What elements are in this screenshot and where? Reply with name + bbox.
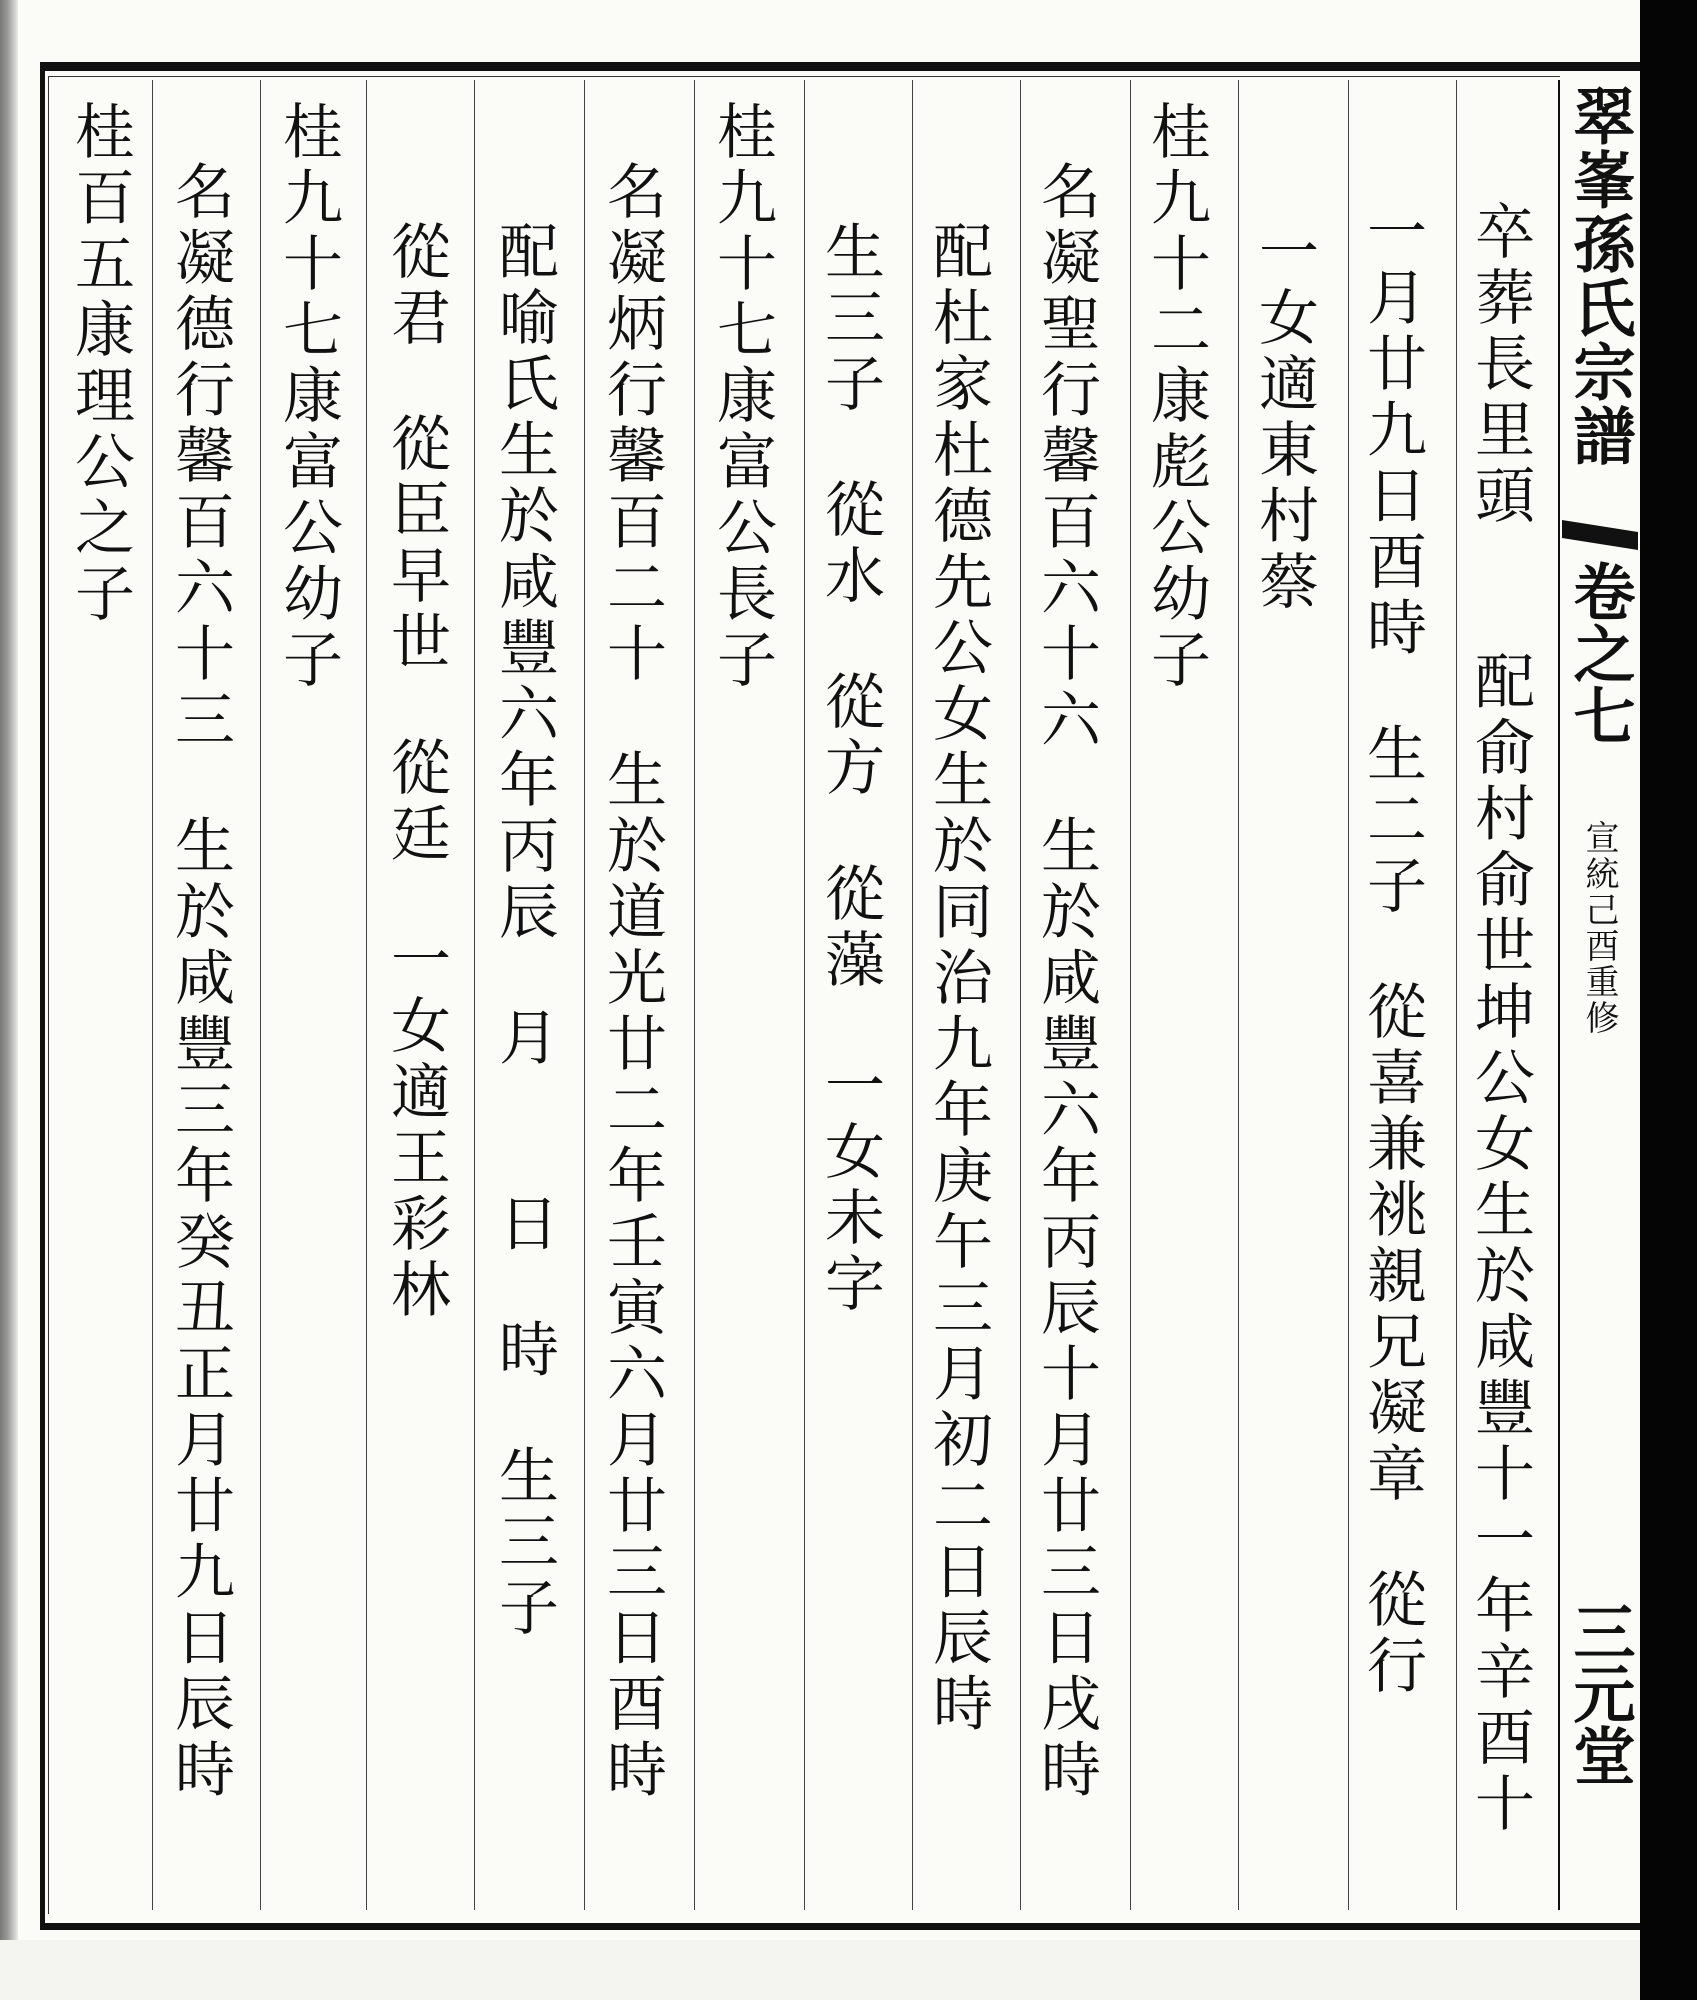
column-segment: 桂九十七康富公幼子 xyxy=(273,100,343,694)
column-segment: 一月廿九日酉時 xyxy=(1357,200,1427,662)
text-column-12 xyxy=(273,100,343,694)
book-title: 翠峯孫氏宗譜 xyxy=(1563,84,1636,468)
text-column-2 xyxy=(1357,200,1427,1700)
column-rule xyxy=(912,80,913,1910)
column-rule xyxy=(1130,80,1131,1910)
column-segment: 從臣早世 xyxy=(381,412,451,676)
hall-name: 三元堂 xyxy=(1563,1600,1636,1786)
column-segment: 生三子 xyxy=(489,1444,559,1642)
text-column-3 xyxy=(1249,220,1319,616)
column-segment: 生於道光廿二年壬寅六月廿三日酉時 xyxy=(597,748,667,1804)
column-segment: 從方 xyxy=(815,670,885,802)
text-column-4 xyxy=(1141,100,1211,694)
column-rule xyxy=(1456,80,1457,1910)
column-segment: 從喜兼祧親兄凝章 xyxy=(1357,980,1427,1508)
scan-edge-bottom xyxy=(0,1940,1640,2000)
column-segment: 生於咸豐三年癸丑正月廿九日辰時 xyxy=(165,814,235,1804)
column-segment: 從藻 xyxy=(815,862,885,994)
column-rule xyxy=(804,80,805,1910)
column-rule xyxy=(694,80,695,1910)
scan-edge-left xyxy=(0,0,18,2000)
column-rule xyxy=(1020,80,1021,1910)
column-rule xyxy=(1238,80,1239,1910)
text-column-10 xyxy=(489,220,559,1642)
column-segment: 卒葬長里頭 xyxy=(1465,200,1535,530)
column-segment: 從水 xyxy=(815,478,885,610)
column-segment: 從君 xyxy=(381,220,451,352)
text-column-6 xyxy=(923,220,993,1738)
column-segment: 桂百五康理公之子 xyxy=(65,100,135,628)
column-segment: 從行 xyxy=(1357,1568,1427,1700)
column-segment: 一女適王彩林 xyxy=(381,928,451,1324)
scan-edge-right xyxy=(1640,0,1697,2000)
column-segment: 名凝聖行馨百六十六 xyxy=(1031,160,1101,754)
text-column-11 xyxy=(381,220,451,1324)
column-rule xyxy=(474,80,475,1910)
text-column-1 xyxy=(1465,200,1535,1838)
column-rule xyxy=(260,80,261,1910)
column-segment: 月 xyxy=(489,1006,559,1072)
column-segment: 從廷 xyxy=(381,736,451,868)
column-segment: 配俞村俞世坤公女生於咸豐十一年辛酉十 xyxy=(1465,650,1535,1838)
revision-note: 宣統己酉重修 xyxy=(1579,820,1619,1036)
column-segment: 生於咸豐六年丙辰十月廿三日戌時 xyxy=(1031,814,1101,1804)
column-segment: 一女未字 xyxy=(815,1054,885,1318)
text-column-13 xyxy=(165,160,235,1804)
column-rule xyxy=(1348,80,1349,1910)
column-segment: 配杜家杜德先公女生於同治九年庚午三月初二日辰時 xyxy=(923,220,993,1738)
column-segment: 時 xyxy=(489,1318,559,1384)
text-column-8 xyxy=(707,100,777,694)
text-column-5 xyxy=(1031,160,1101,1804)
volume-label: 卷之七 xyxy=(1563,560,1636,746)
column-segment: 一女適東村蔡 xyxy=(1249,220,1319,616)
column-segment: 配喻氏生於咸豐六年丙辰 xyxy=(489,220,559,946)
column-rule xyxy=(366,80,367,1910)
column-rule xyxy=(152,80,153,1910)
text-column-14 xyxy=(65,100,135,628)
column-segment: 生三子 xyxy=(815,220,885,418)
column-segment: 桂九十七康富公長子 xyxy=(707,100,777,694)
text-column-9 xyxy=(597,160,667,1804)
column-rule xyxy=(584,80,585,1910)
column-segment: 日 xyxy=(489,1192,559,1258)
column-segment: 名凝德行馨百六十三 xyxy=(165,160,235,754)
column-segment: 桂九十二康彪公幼子 xyxy=(1141,100,1211,694)
text-column-7 xyxy=(815,220,885,1318)
column-segment: 名凝炳行馨百二十 xyxy=(597,160,667,688)
column-segment: 生二子 xyxy=(1357,722,1427,920)
